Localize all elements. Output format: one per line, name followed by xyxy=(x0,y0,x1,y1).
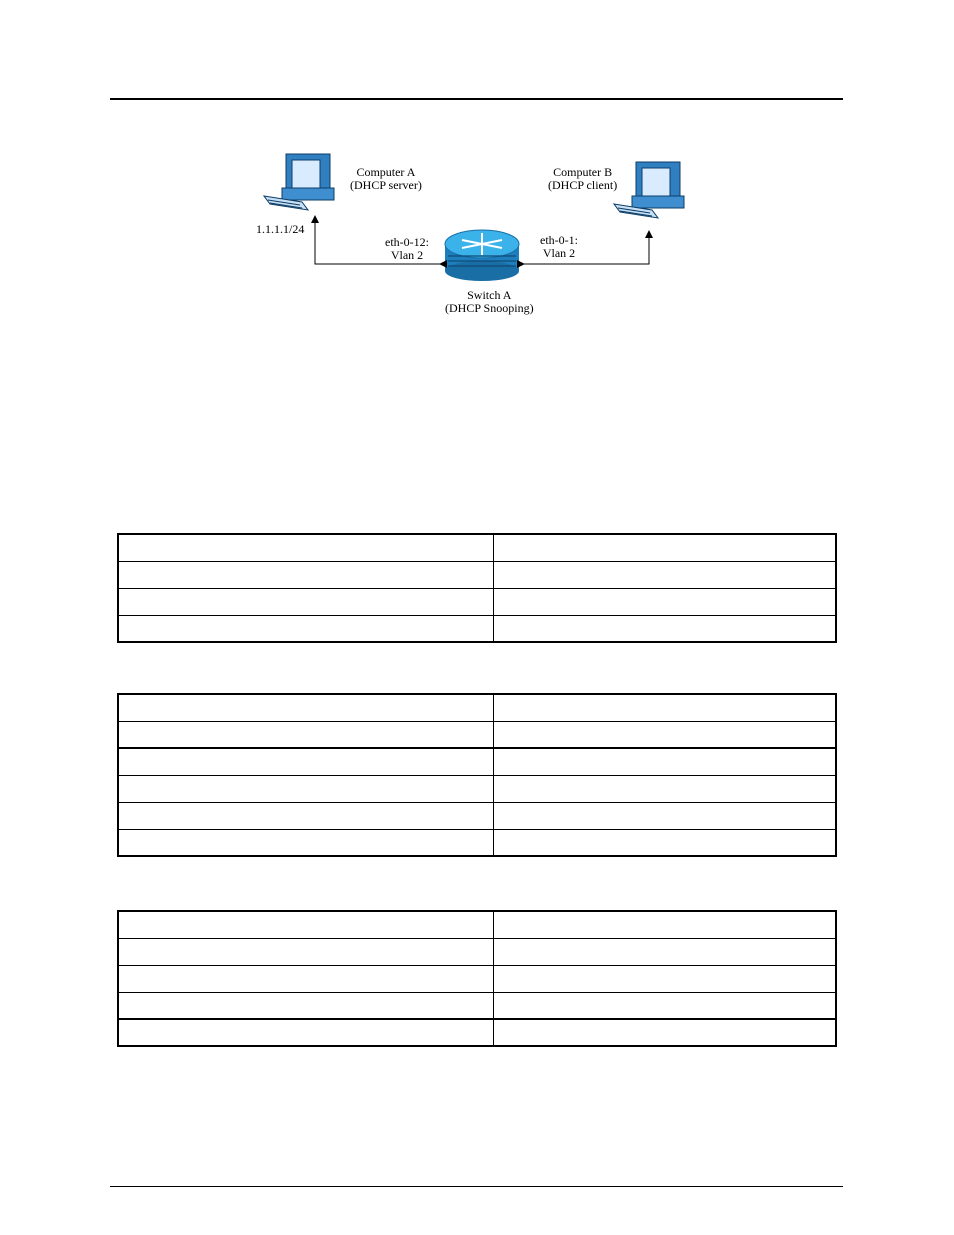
footer-rule xyxy=(110,1186,843,1187)
table-row xyxy=(118,938,836,965)
table-cell xyxy=(493,748,836,775)
table-row xyxy=(118,748,836,775)
network-diagram xyxy=(240,140,720,340)
table-cell xyxy=(493,775,836,802)
table-cell xyxy=(493,588,836,615)
link-b-label: eth-0-1: Vlan 2 xyxy=(540,233,578,260)
config-table-1 xyxy=(117,533,837,643)
table-row xyxy=(118,992,836,1019)
table-cell xyxy=(493,911,836,938)
table-cell xyxy=(493,965,836,992)
table-cell xyxy=(118,802,493,829)
table-cell xyxy=(118,1019,493,1046)
table-row xyxy=(118,802,836,829)
table-cell xyxy=(118,694,493,721)
computer-a-icon xyxy=(264,154,334,210)
table-cell xyxy=(493,694,836,721)
computer-a-ip: 1.1.1.1/24 xyxy=(256,222,305,236)
table-cell xyxy=(493,534,836,561)
table-cell xyxy=(493,802,836,829)
table-row xyxy=(118,775,836,802)
table-cell xyxy=(118,938,493,965)
table-row xyxy=(118,615,836,642)
table-cell xyxy=(493,561,836,588)
table-cell xyxy=(118,829,493,856)
config-table-2 xyxy=(117,693,837,857)
table-cell xyxy=(118,775,493,802)
table-row xyxy=(118,911,836,938)
table-cell xyxy=(118,911,493,938)
computer-b-icon xyxy=(614,162,684,218)
table-cell xyxy=(118,561,493,588)
table-cell xyxy=(493,721,836,748)
table-cell xyxy=(493,992,836,1019)
table-row xyxy=(118,588,836,615)
table-cell xyxy=(493,615,836,642)
config-table-3 xyxy=(117,910,837,1047)
computer-a-label: Computer A (DHCP server) xyxy=(350,165,422,192)
table-row xyxy=(118,721,836,748)
table-cell xyxy=(118,721,493,748)
table-row xyxy=(118,534,836,561)
table-cell xyxy=(118,992,493,1019)
header-rule xyxy=(110,98,843,100)
table-cell xyxy=(118,748,493,775)
link-a-label: eth-0-12: Vlan 2 xyxy=(385,235,429,262)
table-row xyxy=(118,561,836,588)
table-cell xyxy=(118,965,493,992)
computer-b-label: Computer B (DHCP client) xyxy=(548,165,618,192)
table-cell xyxy=(118,534,493,561)
table-cell xyxy=(493,938,836,965)
table-cell xyxy=(493,1019,836,1046)
table-cell xyxy=(118,615,493,642)
table-cell xyxy=(118,588,493,615)
table-cell xyxy=(493,829,836,856)
switch-icon xyxy=(445,230,519,281)
table-row xyxy=(118,1019,836,1046)
switch-label: Switch A (DHCP Snooping) xyxy=(445,288,534,315)
table-row xyxy=(118,965,836,992)
table-row xyxy=(118,829,836,856)
table-row xyxy=(118,694,836,721)
